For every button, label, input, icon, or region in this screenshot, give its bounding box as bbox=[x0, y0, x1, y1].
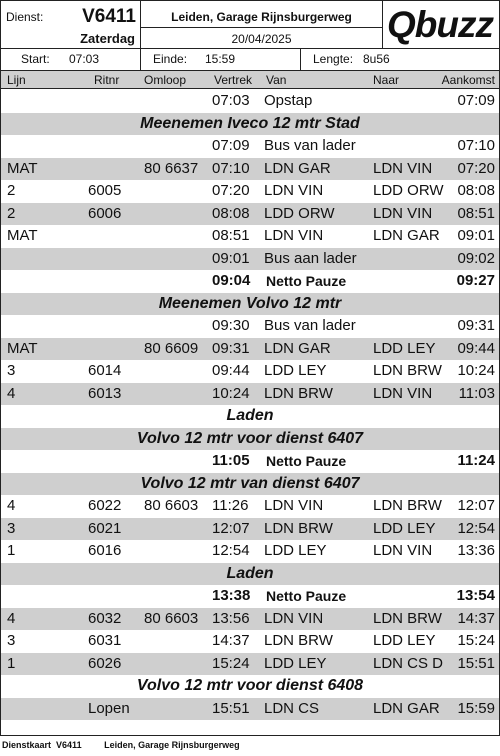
dienst-cell bbox=[1, 1, 141, 49]
cell-aankomst: 08:08 bbox=[457, 182, 495, 199]
cell-van: Bus aan lader bbox=[264, 249, 357, 267]
cell-vertrek: 08:51 bbox=[212, 227, 250, 244]
cell-van: Netto Pauze bbox=[266, 273, 347, 289]
cell-aankomst: 11:03 bbox=[458, 384, 495, 402]
cell-van: LDD LEY bbox=[264, 542, 327, 559]
cell-lijn: 3 bbox=[7, 632, 16, 649]
cell-aankomst: 09:01 bbox=[457, 227, 495, 244]
cell-ritnr: 6032 bbox=[88, 609, 122, 627]
section-title: Volvo 12 mtr voor dienst 6407 bbox=[136, 429, 364, 447]
cell-van: Netto Pauze bbox=[266, 453, 347, 469]
cell-vertrek: 11:26 bbox=[212, 497, 249, 514]
cell-ritnr: 6014 bbox=[88, 362, 122, 379]
cell-vertrek: 09:30 bbox=[212, 317, 250, 334]
cell-van: LDN GAR bbox=[264, 339, 331, 357]
cell-vertrek: 13:38 bbox=[212, 587, 251, 604]
cell-vertrek: 09:04 bbox=[212, 272, 251, 289]
cell-ritnr: Lopen bbox=[88, 699, 130, 717]
cell-vertrek: 07:03 bbox=[212, 92, 250, 109]
end-label: Einde: bbox=[153, 52, 188, 66]
cell-aankomst: 13:36 bbox=[457, 542, 495, 559]
cell-ritnr: 6026 bbox=[88, 654, 122, 672]
garage-name: Leiden, Garage Rijnsburgerweg bbox=[171, 10, 352, 24]
cell-ritnr: 6013 bbox=[88, 384, 122, 402]
section-title: Laden bbox=[226, 407, 274, 424]
length-label: Lengte: bbox=[313, 52, 354, 66]
cell-van: LDN BRW bbox=[264, 519, 333, 537]
trip-row bbox=[1, 608, 499, 631]
cell-van: LDN BRW bbox=[264, 632, 333, 649]
col-aankomst: Aankomst bbox=[441, 73, 495, 87]
cell-naar: LDN BRW bbox=[373, 362, 442, 379]
section-title: Volvo 12 mtr voor dienst 6408 bbox=[136, 677, 364, 694]
cell-aankomst: 11:24 bbox=[457, 452, 495, 469]
section-title: Volvo 12 mtr van dienst 6407 bbox=[140, 474, 360, 492]
col-ritnr: Ritnr bbox=[94, 73, 120, 87]
section-header bbox=[1, 563, 499, 586]
section-header bbox=[1, 675, 499, 698]
cell-naar: LDN VIN bbox=[373, 204, 433, 222]
trip-row bbox=[1, 495, 499, 518]
trip-row bbox=[1, 158, 499, 181]
trip-row bbox=[1, 338, 499, 361]
section-title: Laden bbox=[226, 564, 274, 582]
cell-naar: LDD ORW bbox=[373, 182, 444, 199]
section-title: Meenemen Iveco 12 mtr Stad bbox=[140, 114, 360, 132]
schedule-rows bbox=[1, 90, 499, 720]
footer-label: Dienstkaart bbox=[2, 740, 52, 750]
cell-aankomst: 09:44 bbox=[457, 339, 495, 357]
cell-aankomst: 15:51 bbox=[457, 654, 495, 672]
cell-vertrek: 13:56 bbox=[212, 609, 250, 627]
cell-van: LDN VIN bbox=[264, 609, 324, 627]
trip-row bbox=[1, 360, 499, 383]
cell-ritnr: 6031 bbox=[88, 632, 122, 649]
trip-row bbox=[1, 518, 499, 541]
cell-ritnr: 6006 bbox=[88, 204, 122, 222]
cell-lijn: 3 bbox=[7, 362, 16, 379]
cell-van: LDN BRW bbox=[264, 384, 333, 402]
trip-row bbox=[1, 698, 499, 721]
cell-vertrek: 12:54 bbox=[212, 542, 250, 559]
times-row bbox=[1, 49, 499, 71]
cell-vertrek: 09:31 bbox=[212, 339, 250, 357]
cell-van: Netto Pauze bbox=[266, 588, 347, 604]
cell-van: Bus van lader bbox=[264, 317, 356, 334]
length-value: 8u56 bbox=[363, 52, 390, 66]
cell-vertrek: 14:37 bbox=[212, 632, 250, 649]
cell-aankomst: 09:02 bbox=[457, 249, 495, 267]
cell-aankomst: 08:51 bbox=[457, 204, 495, 222]
trip-row bbox=[1, 225, 499, 248]
pause-row bbox=[1, 585, 499, 608]
cell-vertrek: 10:24 bbox=[212, 384, 250, 402]
cell-naar: LDN BRW bbox=[373, 609, 442, 627]
start-time: 07:03 bbox=[69, 52, 100, 66]
cell-lijn: MAT bbox=[7, 159, 38, 177]
cell-ritnr: 6021 bbox=[88, 519, 122, 537]
logo-cell bbox=[383, 1, 499, 49]
col-vertrek: Vertrek bbox=[214, 73, 253, 87]
qbuzz-logo: Qbuzz bbox=[387, 4, 493, 45]
trip-row bbox=[1, 383, 499, 406]
col-omloop: Omloop bbox=[144, 73, 187, 87]
card-footer bbox=[2, 740, 240, 750]
cell-aankomst: 12:54 bbox=[457, 519, 495, 537]
cell-ritnr: 6005 bbox=[88, 182, 122, 199]
cell-lijn: MAT bbox=[7, 339, 38, 357]
cell-aankomst: 07:20 bbox=[457, 159, 495, 177]
cell-vertrek: 07:20 bbox=[212, 182, 250, 199]
footer-dienst: V6411 bbox=[56, 740, 82, 750]
trip-row bbox=[1, 315, 499, 338]
cell-omloop: 80 6603 bbox=[144, 497, 199, 514]
end-time: 15:59 bbox=[205, 52, 236, 66]
cell-van: LDD LEY bbox=[264, 362, 327, 379]
cell-naar: LDN GAR bbox=[373, 699, 440, 717]
divider bbox=[141, 27, 382, 28]
trip-row bbox=[1, 180, 499, 203]
cell-aankomst: 10:24 bbox=[457, 362, 495, 379]
start-label: Start: bbox=[21, 52, 50, 66]
cell-omloop: 80 6603 bbox=[144, 609, 199, 627]
section-header bbox=[1, 293, 499, 316]
cell-lijn: 2 bbox=[7, 204, 16, 222]
cell-vertrek: 07:09 bbox=[212, 137, 250, 154]
trip-row bbox=[1, 540, 499, 563]
cell-van: LDN VIN bbox=[264, 497, 324, 514]
cell-aankomst: 13:54 bbox=[456, 587, 495, 604]
cell-naar: LDN VIN bbox=[373, 384, 433, 402]
cell-lijn: 3 bbox=[7, 519, 16, 537]
cell-aankomst: 15:24 bbox=[457, 632, 495, 649]
cell-van: LDD LEY bbox=[264, 654, 327, 672]
cell-naar: LDD LEY bbox=[373, 339, 436, 357]
cell-aankomst: 14:37 bbox=[457, 609, 495, 627]
cell-van: LDN VIN bbox=[264, 227, 324, 244]
section-header bbox=[1, 113, 499, 136]
cell-ritnr: 6016 bbox=[88, 542, 122, 559]
cell-naar: LDN GAR bbox=[373, 227, 440, 244]
cell-van: LDN CS bbox=[264, 699, 320, 717]
section-title: Meenemen Volvo 12 mtr bbox=[158, 294, 342, 312]
cell-lijn: 4 bbox=[7, 384, 16, 402]
day-of-week: Zaterdag bbox=[80, 31, 135, 46]
col-lijn: Lijn bbox=[7, 73, 26, 87]
dienst-label: Dienst: bbox=[6, 10, 44, 24]
cell-naar: LDN BRW bbox=[373, 497, 442, 514]
cell-vertrek: 09:44 bbox=[212, 362, 250, 379]
cell-vertrek: 07:10 bbox=[212, 159, 250, 177]
cell-omloop: 80 6609 bbox=[144, 339, 199, 357]
column-header bbox=[1, 71, 499, 89]
section-header bbox=[1, 405, 499, 428]
cell-lijn: 1 bbox=[7, 654, 16, 672]
cell-vertrek: 15:51 bbox=[212, 699, 250, 717]
cell-lijn: 4 bbox=[7, 497, 16, 514]
section-header bbox=[1, 473, 499, 496]
length-cell bbox=[301, 49, 499, 70]
cell-aankomst: 15:59 bbox=[457, 699, 495, 717]
pause-row bbox=[1, 450, 499, 473]
cell-aankomst: 12:07 bbox=[457, 497, 495, 514]
dienst-number: V6411 bbox=[82, 6, 136, 27]
cell-naar: LDN VIN bbox=[373, 159, 433, 177]
trip-row bbox=[1, 90, 499, 113]
cell-van: LDN GAR bbox=[264, 159, 331, 177]
cell-naar: LDN CS D bbox=[373, 654, 444, 672]
cell-lijn: MAT bbox=[7, 227, 38, 244]
col-van: Van bbox=[266, 73, 287, 87]
cell-van: LDN VIN bbox=[264, 182, 324, 199]
cell-aankomst: 09:31 bbox=[457, 317, 495, 334]
trip-row bbox=[1, 630, 499, 653]
section-header bbox=[1, 428, 499, 451]
service-date: 20/04/2025 bbox=[231, 32, 292, 46]
start-cell bbox=[1, 49, 141, 70]
trip-row bbox=[1, 248, 499, 271]
footer-garage: Leiden, Garage Rijnsburgerweg bbox=[104, 740, 240, 750]
end-cell bbox=[141, 49, 301, 70]
cell-aankomst: 07:10 bbox=[457, 137, 495, 154]
cell-naar: LDD LEY bbox=[373, 632, 436, 649]
cell-vertrek: 08:08 bbox=[212, 204, 250, 222]
cell-aankomst: 07:09 bbox=[457, 92, 495, 109]
cell-van: Bus van lader bbox=[264, 137, 356, 154]
garage-cell bbox=[141, 1, 383, 49]
cell-lijn: 1 bbox=[7, 542, 16, 559]
trip-row bbox=[1, 653, 499, 676]
cell-aankomst: 09:27 bbox=[456, 272, 495, 289]
cell-van: Opstap bbox=[264, 92, 313, 109]
cell-vertrek: 15:24 bbox=[212, 654, 250, 672]
cell-van: LDD ORW bbox=[264, 204, 335, 222]
card-header bbox=[1, 1, 499, 49]
cell-naar: LDN VIN bbox=[373, 542, 433, 559]
cell-ritnr: 6022 bbox=[88, 497, 122, 514]
cell-lijn: 2 bbox=[7, 182, 16, 199]
cell-naar: LDD LEY bbox=[373, 519, 436, 537]
col-naar: Naar bbox=[373, 73, 400, 87]
pause-row bbox=[1, 270, 499, 293]
trip-row bbox=[1, 203, 499, 226]
cell-vertrek: 09:01 bbox=[212, 249, 250, 267]
cell-vertrek: 12:07 bbox=[212, 519, 250, 537]
cell-vertrek: 11:05 bbox=[212, 452, 250, 469]
cell-lijn: 4 bbox=[7, 609, 16, 627]
cell-omloop: 80 6637 bbox=[144, 159, 199, 177]
trip-row bbox=[1, 135, 499, 158]
